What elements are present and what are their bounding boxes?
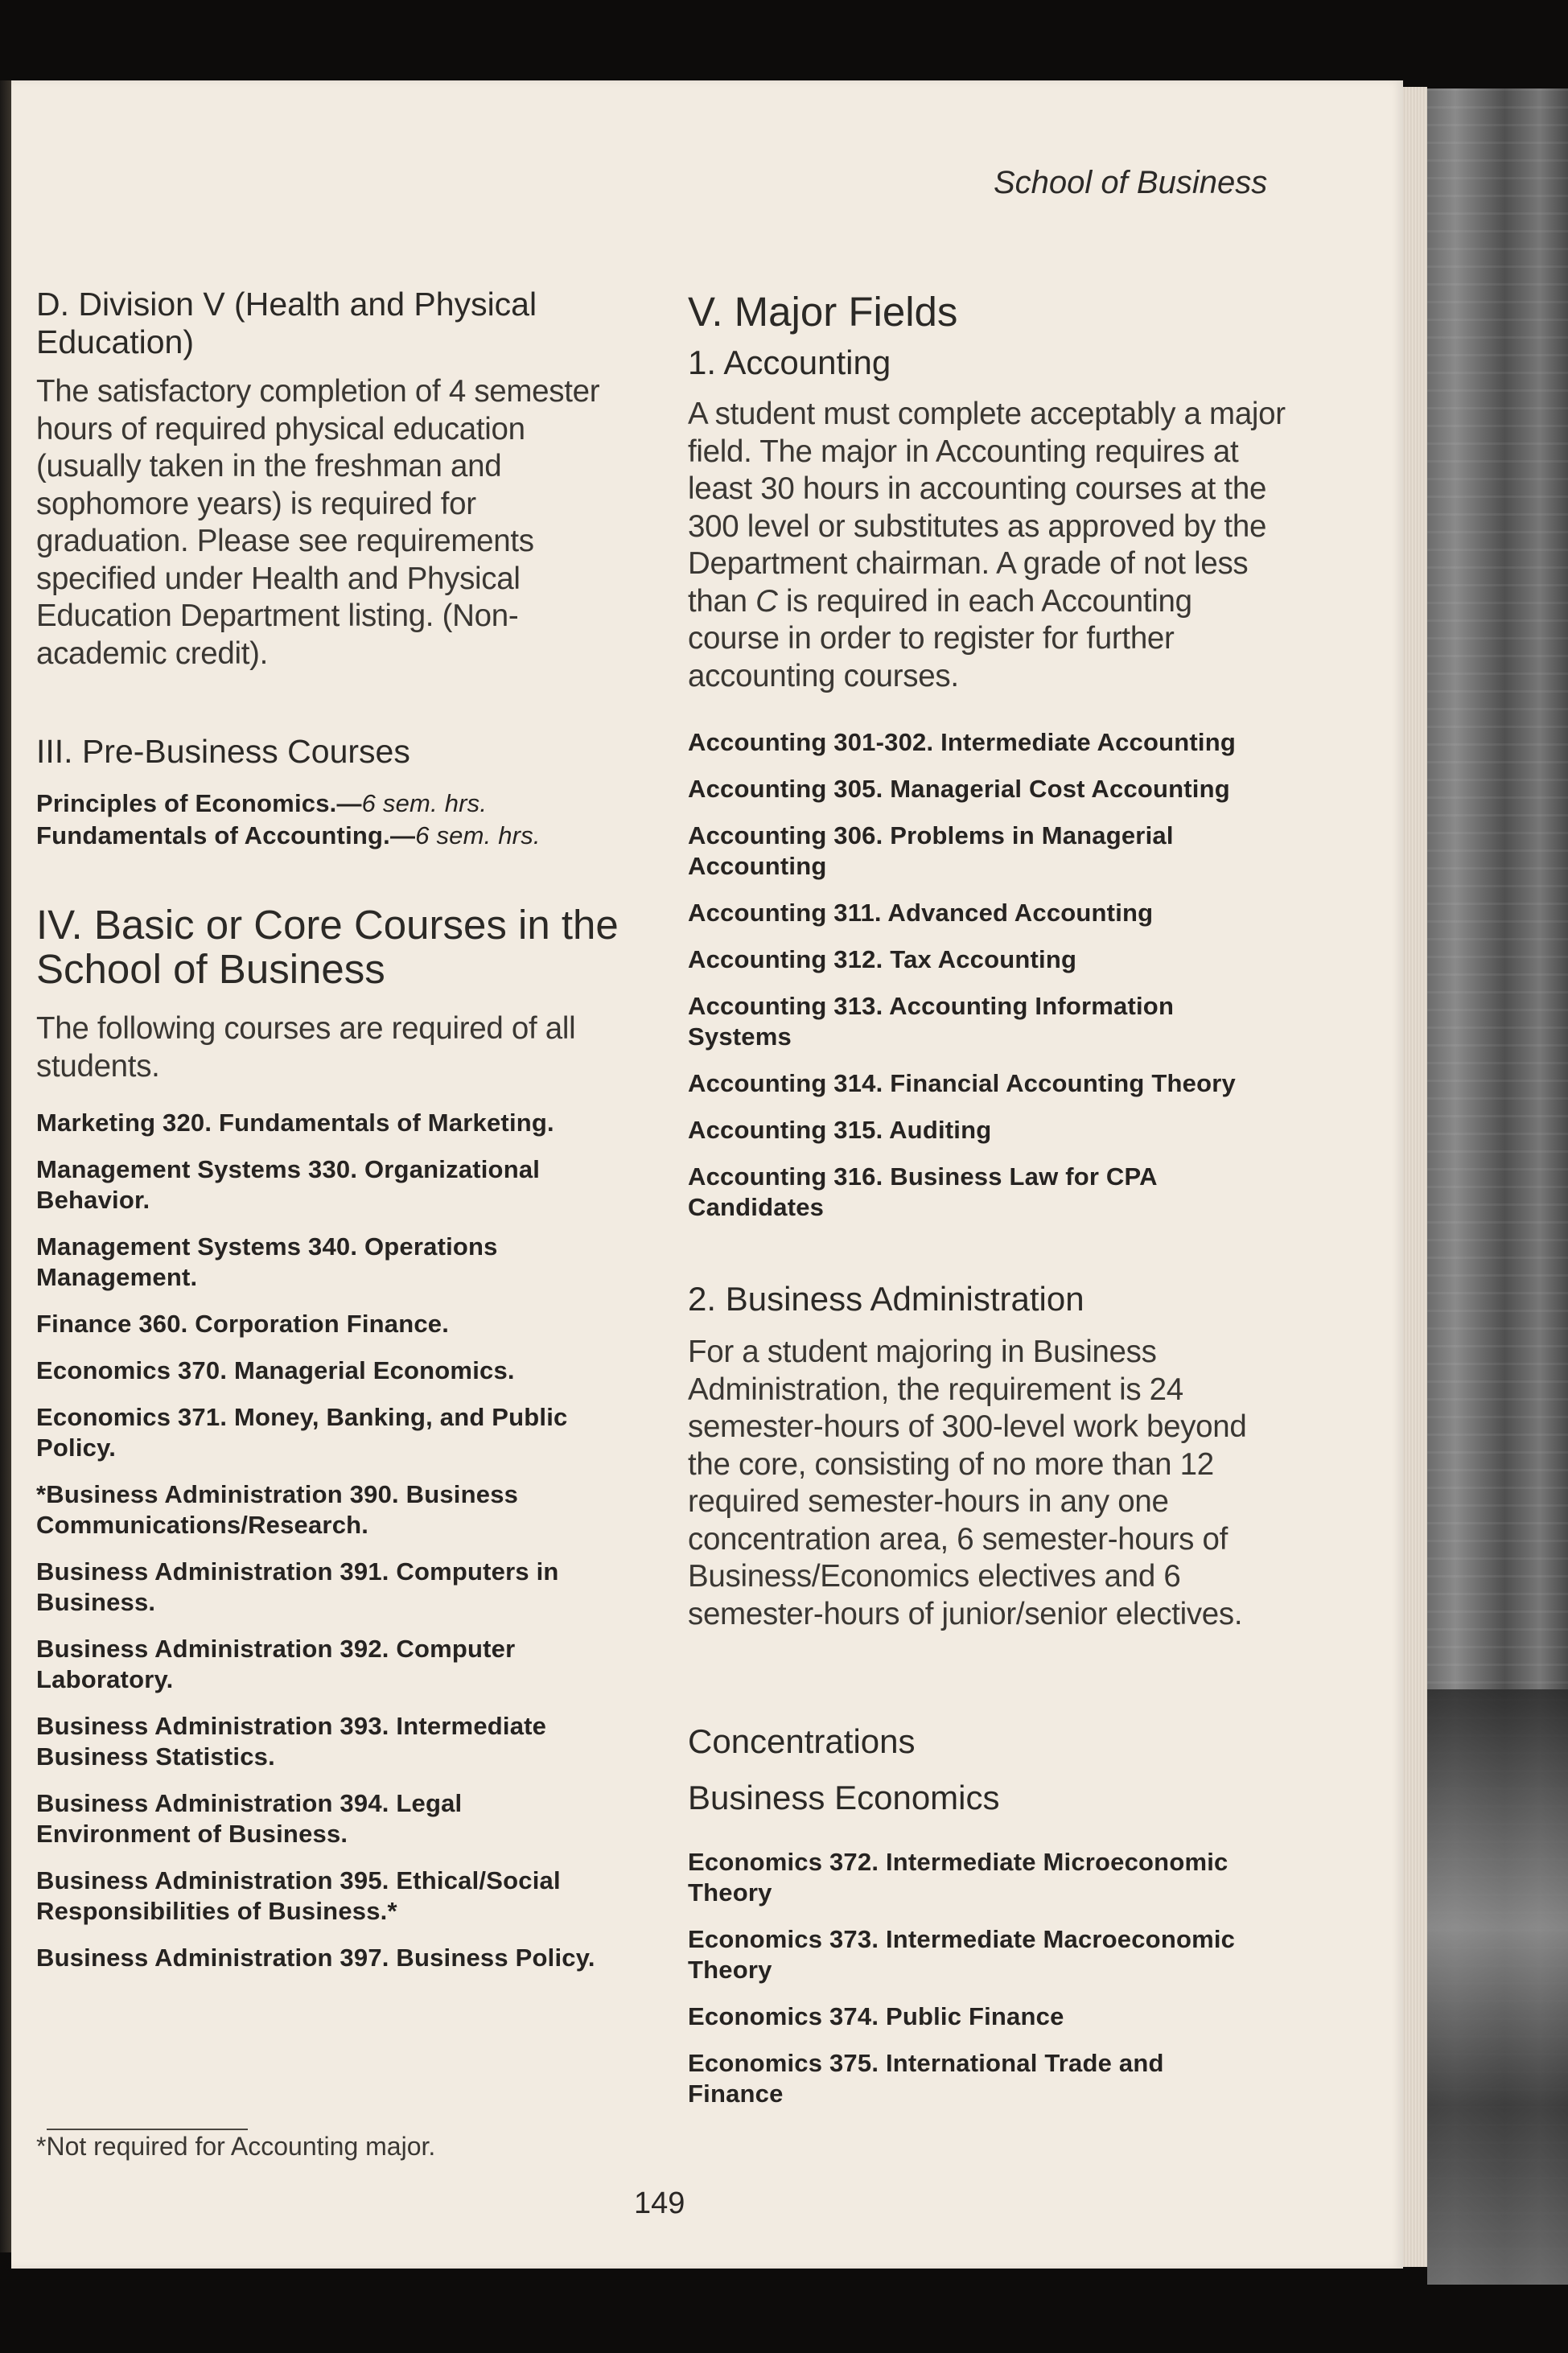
accounting-course-list (688, 727, 1287, 1223)
accounting-course: Accounting 314. Financial Accounting Theory (688, 1069, 1236, 1097)
accounting-course: Accounting 301-302. Intermediate Accounting (688, 728, 1236, 756)
accounting-course: Accounting 312. Tax Accounting (688, 945, 1077, 973)
core-course: Business Administration 397. Business Policy. (36, 1944, 595, 1972)
background-surface-lower (1427, 1689, 1568, 2285)
core-course: Economics 370. Managerial Economics. (36, 1356, 515, 1384)
core-course: Management Systems 330. Organizational Behavior. (36, 1155, 541, 1214)
core-course: Business Administration 393. Intermediate Business Statistics. (36, 1712, 547, 1771)
core-course: Business Administration 394. Legal Environment of Business. (36, 1789, 463, 1848)
accounting-course: Accounting 316. Business Law for CPA Candidates (688, 1162, 1157, 1221)
page-stack-edges (1403, 87, 1427, 2267)
footnote: *Not required for Accounting major. (36, 2132, 436, 2161)
economics-course: Economics 375. International Trade and Finance (688, 2049, 1164, 2108)
accounting-text-part-2: is required in each Accounting course in order to register for further accounting courses. (688, 583, 1192, 693)
core-course: Business Administration 391. Computers in Business. (36, 1557, 559, 1616)
accounting-course: Accounting 305. Managerial Cost Accounting (688, 775, 1230, 803)
division-v-text: The satisfactory completion of 4 semester hours of required physical education (usually taken in the freshman and sophomore years) is required for graduation. Please see requirements specified under Health and Physical Education Department listing. (Non-academic credit). (36, 374, 600, 671)
pre-business-course (36, 788, 623, 819)
course-name: Principles of Economics.— (36, 789, 362, 817)
running-header: School of Business (994, 165, 1268, 200)
course-name: Fundamentals of Accounting.— (36, 821, 416, 849)
pre-business-course (36, 821, 623, 851)
concentrations-title: Concentrations (688, 1722, 916, 1760)
core-course: Marketing 320. Fundamentals of Marketing. (36, 1109, 554, 1137)
economics-course: Economics 373. Intermediate Macroeconomic Theory (688, 1925, 1236, 1984)
left-column (36, 286, 623, 1989)
accounting-grade: C (755, 583, 778, 619)
accounting-title: 1. Accounting (688, 343, 891, 381)
accounting-text (688, 396, 1287, 695)
accounting-course: Accounting 306. Problems in Managerial Accounting (688, 821, 1174, 880)
accounting-course: Accounting 311. Advanced Accounting (688, 899, 1154, 927)
right-column (688, 290, 1299, 2125)
course-hours: 6 sem. hrs. (415, 821, 541, 849)
core-courses-title: IV. Basic or Core Courses in the School of Business (36, 902, 619, 992)
core-intro: The following courses are required of all students. (36, 1011, 576, 1084)
business-admin-title: 2. Business Administration (688, 1280, 1084, 1318)
accounting-text-part-1: A student must complete acceptably a major field. The major in Accounting requires at least 30 hours in accounting courses at the 300 level or substitutes as approved by the Department chairman. A grade of not less than (688, 397, 1286, 619)
accounting-course: Accounting 315. Auditing (688, 1116, 992, 1144)
core-course: *Business Administration 390. Business Communications/Research. (36, 1480, 519, 1539)
economics-course: Economics 372. Intermediate Microeconomic Theory (688, 1848, 1228, 1907)
course-hours: 6 sem. hrs. (361, 789, 488, 817)
accounting-course: Accounting 313. Accounting Information Systems (688, 992, 1175, 1051)
business-admin-text: For a student majoring in Business Administration, the requirement is 24 semester-hours of 300-level work beyond the core, consisting of no more than 12 required semester-hours in any one concentration area, 6 semester-hours of Business/Economics electives and 6 semester-hours of junior/senior electives. (688, 1335, 1247, 1631)
division-v-title: D. Division V (Health and Physical Education) (36, 286, 537, 360)
core-course: Finance 360. Corporation Finance. (36, 1310, 450, 1338)
core-course: Economics 371. Money, Banking, and Public Policy. (36, 1403, 568, 1462)
core-course: Business Administration 395. Ethical/Social Responsibilities of Business.* (36, 1866, 561, 1925)
core-course-list (36, 1108, 599, 1973)
page-number: 149 (634, 2186, 685, 2220)
footnote-divider (47, 2129, 248, 2130)
business-economics-title: Business Economics (688, 1779, 1000, 1816)
pre-business-title: III. Pre-Business Courses (36, 733, 410, 770)
major-fields-title: V. Major Fields (688, 289, 958, 335)
economics-course-list (688, 1847, 1283, 2109)
core-course: Management Systems 340. Operations Management. (36, 1232, 498, 1291)
book-gutter-edge (0, 80, 11, 2252)
core-course: Business Administration 392. Computer Laboratory. (36, 1635, 516, 1693)
economics-course: Economics 374. Public Finance (688, 2002, 1064, 2030)
